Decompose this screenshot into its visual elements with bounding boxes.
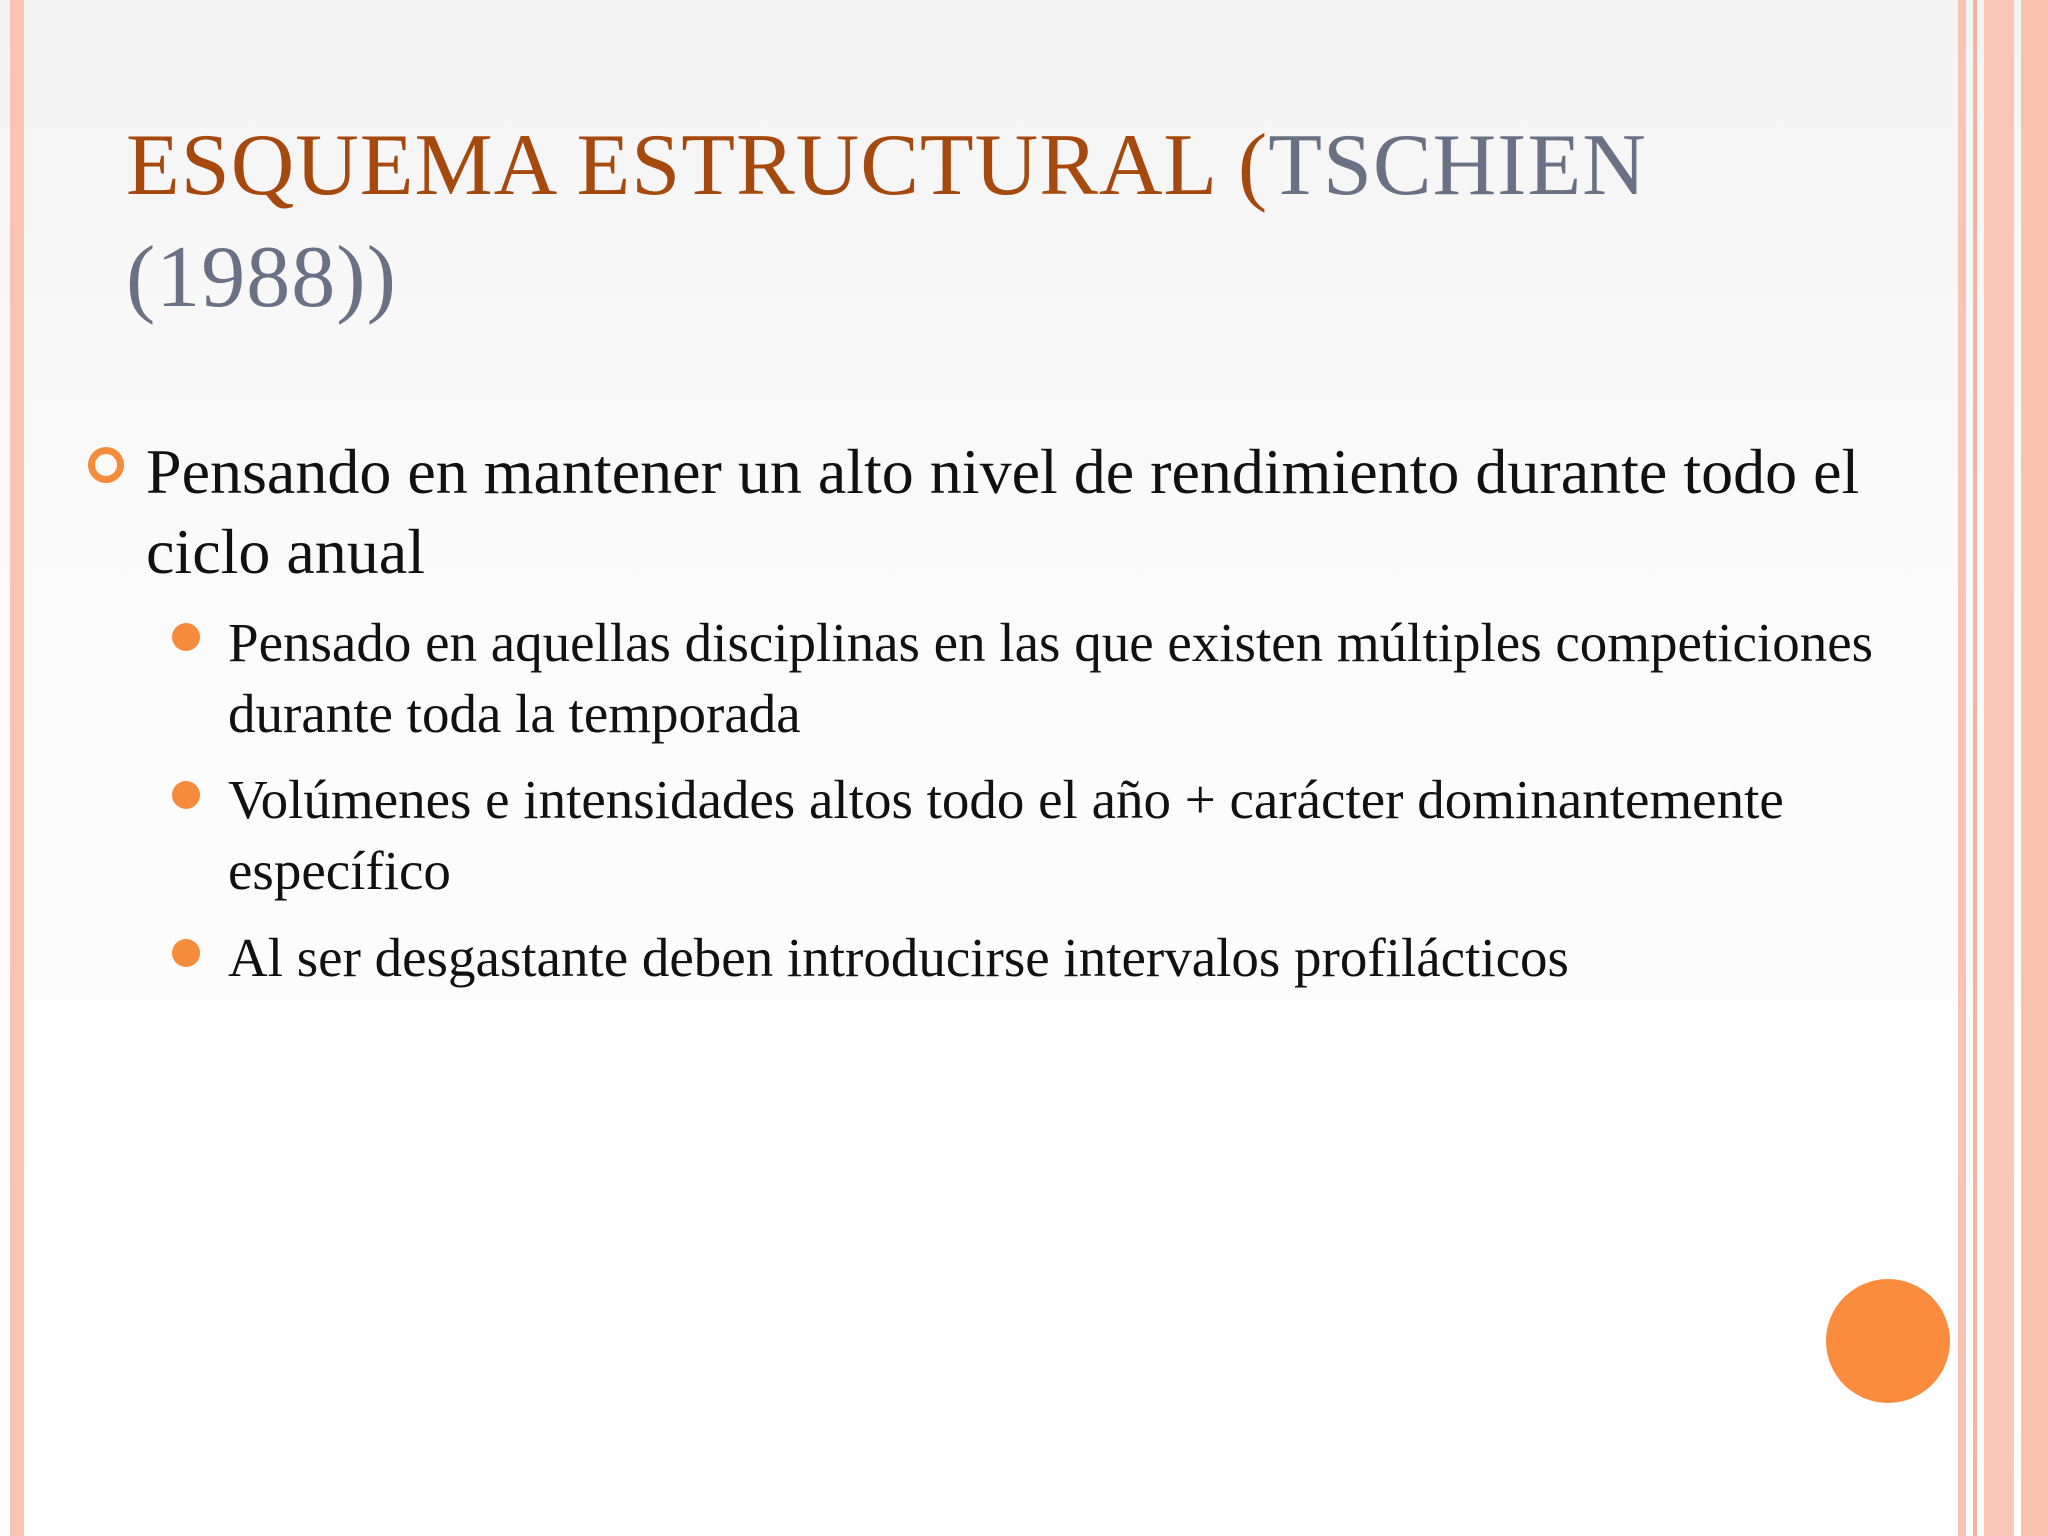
dot-bullet-icon xyxy=(172,939,200,967)
left-border-stripe xyxy=(10,0,24,1536)
slide-title-accent: ESQUEMA ESTRUCTURAL ( xyxy=(126,117,1269,214)
right-border-stripe xyxy=(1973,0,1977,1536)
decorative-orange-circle xyxy=(1826,1279,1950,1403)
ring-bullet-icon xyxy=(88,447,124,483)
sub-bullet-text: Volúmenes e intensidades altos todo el año + carácter dominantemente específico xyxy=(228,769,1784,901)
right-border-stripe xyxy=(1984,0,2014,1536)
dot-bullet-icon xyxy=(172,623,200,651)
slide-title-rest: TSCHIEN (1988)) xyxy=(126,117,1647,326)
right-border-stripe xyxy=(1958,0,1966,1536)
right-border-stripe xyxy=(2021,0,2048,1536)
sub-bullet-text: Al ser desgastante deben introducirse intervalos profilácticos xyxy=(228,927,1569,988)
slide-title xyxy=(126,110,1826,334)
sub-bullet-text: Pensado en aquellas disciplinas en las que existen múltiples competiciones durante toda la temporada xyxy=(228,612,1874,744)
dot-bullet-icon xyxy=(172,781,200,809)
main-bullet-text: Pensando en mantener un alto nivel de rendimiento durante todo el ciclo anual xyxy=(146,436,1860,587)
